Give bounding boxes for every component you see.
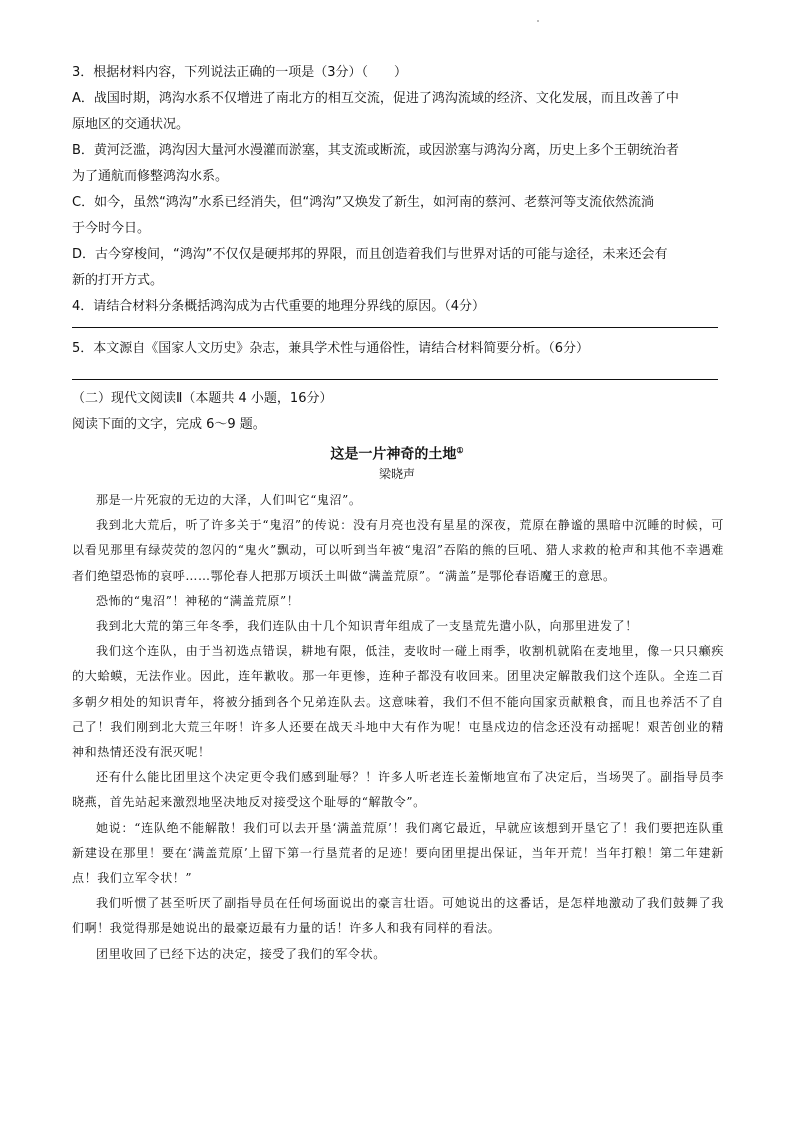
article-paragraph: 那是一片死寂的无边的大泽，人们叫它“鬼沼”。 xyxy=(96,493,362,507)
question-3 xyxy=(72,60,724,320)
option-d-line-2: 新的打开方式。 xyxy=(72,273,164,288)
option-b-line-1: B．黄河泛滥，鸿沟因大量河水漫灌而淤塞，其支流或断流，或因淤塞与鸿沟分离，历史上多个王朝统治者 xyxy=(72,143,679,158)
article-author: 梁晓声 xyxy=(378,467,415,481)
footnote-marker: ① xyxy=(456,445,464,455)
question-4: 4．请结合材料分条概括鸿沟成为古代重要的地理分界线的原因。（4分） xyxy=(72,299,486,314)
scan-speck xyxy=(537,20,539,22)
article-paragraph: 我们这个连队，由于当初选点错误，耕地有限，低洼，麦收时一碰上雨季，收割机就陷在麦地里，像一只只癞疾的大蛤蟆，无法作业。因此，连年歉收。那一年更惨，连种子都没有收回来。团里决定解散我们这个连队。全连二百多朝夕相处的知识青年，将被分插到各个兄弟连队去。这意味着，我们不但不能向国家贡献粮食，而且也养活不了自己了！我们刚到北大荒三年呀！许多人还要在战天斗地中大有作为呢！屯垦戍边的信念还没有动摇呢！艰苦创业的精神和热情还没有泯灭呢！ xyxy=(72,644,724,760)
article-paragraph: 我到北大荒后，听了许多关于“鬼沼”的传说：没有月亮也没有星星的深夜，荒原在静谧的黑暗中沉睡的时候，可以看见那里有绿荧荧的忽闪的“鬼火”飘动，可以听到当年被“鬼沼”吞陷的熊的巨吼、猎人求救的枪声和其他不幸遇难者们绝望恐怖的哀呼……鄂伦春人把那万顷沃土叫做“满盖荒原”。“满盖”是鄂伦春语魔王的意思。 xyxy=(72,518,724,583)
section-header xyxy=(72,386,724,438)
article-paragraph: 恐怖的“鬼沼”！神秘的“满盖荒原”！ xyxy=(96,593,300,608)
section-heading: （二）现代文阅读Ⅱ（本题共 4 小题，16分） xyxy=(72,391,333,406)
answer-line-q5 xyxy=(72,379,718,380)
article-paragraph: 她说：“连队绝不能解散！我们可以去开垦‘满盖荒原’！我们离它最近，早就应该想到开垦它了！我们要把连队重新建设在那里！要在‘满盖荒原’上留下第一行垦荒者的足迹！要向团里提出保证，当年开荒！当年打粮！第二年建新点！我们立军令状！” xyxy=(72,820,724,886)
option-a-line-2: 原地区的交通状况。 xyxy=(72,117,190,132)
option-c-line-1: C．如今，虽然“鸿沟”水系已经消失，但“鸿沟”又焕发了新生，如河南的蔡河、老蔡河等支流依然流淌 xyxy=(72,195,655,210)
option-c-line-2: 于今时今日。 xyxy=(72,221,151,236)
answer-line-q4 xyxy=(72,327,718,328)
option-a-line-1: A．战国时期，鸿沟水系不仅增进了南北方的相互交流，促进了鸿沟流域的经济、文化发展，而且改善了中 xyxy=(72,91,679,106)
question-3-stem: 3．根据材料内容，下列说法正确的一项是（3分）（ ） xyxy=(72,65,408,80)
option-b-line-2: 为了通航而修整鸿沟水系。 xyxy=(72,169,229,184)
article-title-text: 这是一片神奇的土地 xyxy=(330,446,457,463)
question-5: 5．本文源自《国家人文历史》杂志，兼具学术性与通俗性，请结合材料简要分析。（6分） xyxy=(72,341,590,356)
article-paragraph: 我到北大荒的第三年冬季，我们连队由十几个知识青年组成了一支垦荒先遣小队，向那里进发了！ xyxy=(96,619,638,634)
article-body xyxy=(72,488,724,967)
article-paragraph: 团里收回了已经下达的决定，接受了我们的军令状。 xyxy=(96,946,386,961)
option-d-line-1: D．古今穿梭间，“鸿沟”不仅仅是硬邦邦的界限，而且创造着我们与世界对话的可能与途径，未来还会有 xyxy=(72,247,668,262)
article-paragraph: 还有什么能比团里这个决定更令我们感到耻辱？！许多人听老连长羞惭地宣布了决定后，当场哭了。副指导员李晓燕，首先站起来激烈地坚决地反对接受这个耻辱的“解散令”。 xyxy=(72,770,724,810)
question-5-block xyxy=(72,336,724,362)
article-title xyxy=(0,440,794,465)
section-instruction: 阅读下面的文字，完成 6～9 题。 xyxy=(72,417,266,432)
article-paragraph: 我们听惯了甚至听厌了副指导员在任何场面说出的豪言壮语。可她说出的这番话，是怎样地激动了我们鼓舞了我们啊！我觉得那是她说出的最豪迈最有力量的话！许多人和我有同样的看法。 xyxy=(72,896,724,936)
